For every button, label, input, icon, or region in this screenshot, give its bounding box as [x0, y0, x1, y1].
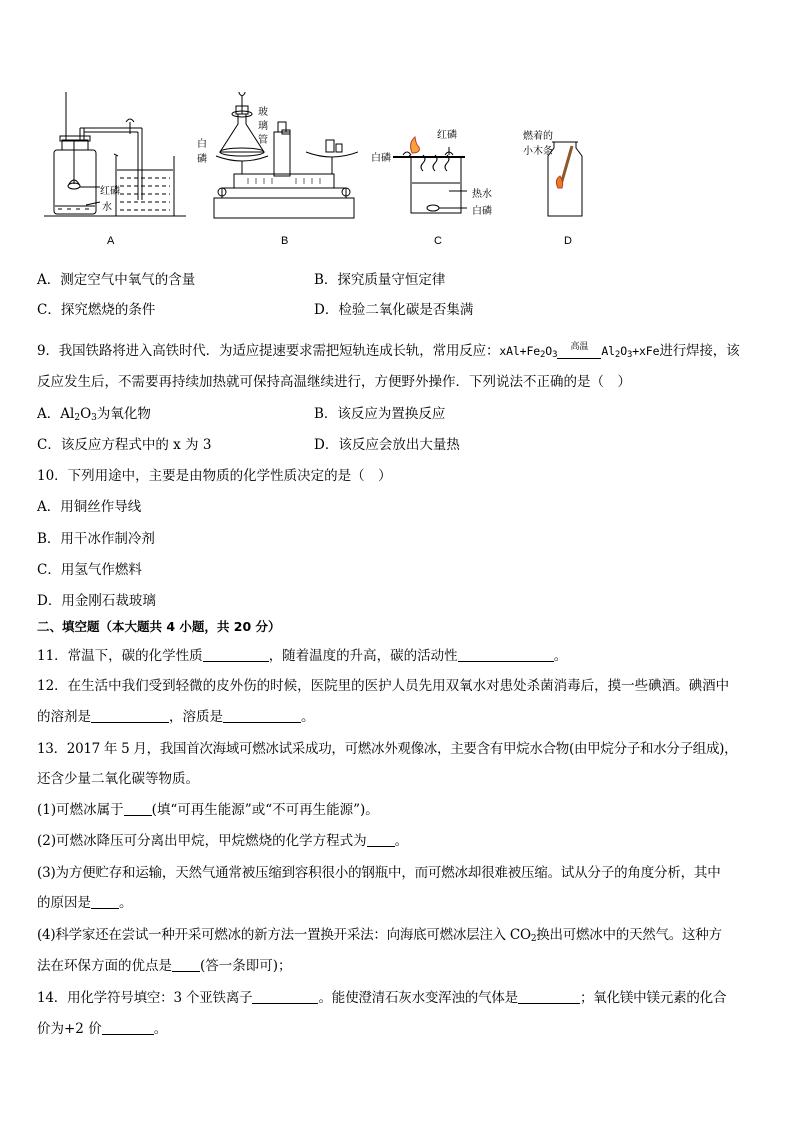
- q13-blank-4[interactable]: [172, 958, 200, 972]
- figure-c-label-white-phosphorus-top: 白磷: [371, 153, 391, 164]
- figure-a-apparatus: [40, 88, 190, 223]
- q13-sub-3-line-1: (3)为方便贮存和运输，天然气通常被压缩到容积很小的钢瓶中，而可燃冰却很难被压缩。试从分子的角度分析，其中: [37, 865, 721, 881]
- figure-c-label-red-phosphorus: 红磷: [437, 130, 457, 141]
- q9-reaction-condition: 高温: [557, 338, 601, 356]
- q13-blank-3[interactable]: [91, 895, 119, 909]
- q11-blank-1[interactable]: [203, 648, 269, 662]
- q13-line-2: 还含少量二氧化碳等物质。: [37, 771, 199, 787]
- q9-option-b: B．该反应为置换反应: [314, 406, 446, 422]
- figure-d-label-burning-stick-2: 小木条: [523, 146, 553, 157]
- q9-stem-text: 9．我国铁路将进入高铁时代．为适应提速要求需把短轨连成长轨，常用反应：: [37, 343, 500, 359]
- q10-option-a: A．用铜丝作导线: [37, 499, 142, 515]
- figure-b-label-white-p-2: 磷: [197, 154, 207, 165]
- q8-option-a: A．测定空气中氧气的含量: [37, 272, 196, 288]
- q13-blank-1[interactable]: [124, 802, 152, 816]
- figure-b-label-glass-tube-2: 璃: [258, 121, 268, 132]
- q10-option-c: C．用氢气作燃料: [37, 562, 142, 578]
- figure-d-caption: D: [564, 235, 572, 247]
- q9-equation: $xAl+Fe_2O_3$高温 $Al_2O_3+xFe$: [499, 344, 659, 358]
- q8-option-b: B．探究质量守恒定律: [314, 272, 446, 288]
- q9-stem-line-1: 9．我国铁路将进入高铁时代．为适应提速要求需把短轨连成长轨，常用反应：$xAl+Fe_2O_3$高温 $Al_2O_3+xFe$进行焊接，该: [37, 338, 739, 364]
- figure-c-label-white-phosphorus-bottom: 白磷: [472, 206, 492, 217]
- q13-sub-4-line-1: (4)科学家还在尝试一种开采可燃冰的新方法一置换开采法：向海底可燃冰层注入 $CO_2$换出可燃冰中的天然气。这种方: [37, 927, 722, 944]
- q13-sub-3-line-2: 的原因是 。: [37, 895, 133, 911]
- q9-option-d: D．该反应会放出大量热: [314, 437, 460, 453]
- figure-a-label-water: 水: [102, 202, 112, 213]
- q8-option-c: C．探究燃烧的条件: [37, 302, 156, 318]
- figure-b-label-glass-tube-1: 玻: [258, 107, 268, 118]
- figure-b-balance: [208, 92, 358, 222]
- q10-option-d: D．用金刚石裁玻璃: [37, 593, 156, 609]
- figure-c-combustion-setup: [385, 135, 480, 220]
- q13-sub-4-line-2: 法在环保方面的优点是 (答一条即可)；: [37, 958, 292, 974]
- q12-blank-solvent[interactable]: [91, 709, 169, 723]
- q14-blank-1[interactable]: [252, 990, 318, 1004]
- figure-a-label-red-phosphorus: 红磷: [100, 186, 120, 197]
- q8-option-d: D．检验二氧化碳是否集满: [314, 302, 474, 318]
- figure-c-caption: C: [434, 235, 442, 247]
- q12-blank-solute[interactable]: [223, 709, 301, 723]
- q14-blank-3[interactable]: [102, 1021, 154, 1035]
- q9-stem-line-2: 反应发生后，不需要再持续加热就可保持高温继续进行，方便野外操作．下列说法不正确的是（ ）: [37, 374, 631, 390]
- section-2-heading: 二、填空题（本大题共 4 小题，共 20 分）: [37, 619, 281, 634]
- figure-c-label-hot-water: 热水: [472, 189, 492, 200]
- figure-d-label-burning-stick-1: 燃着的: [523, 131, 553, 142]
- q9-option-a: A．$Al_2O_3$为氧化物: [37, 406, 151, 423]
- figure-a-caption: A: [107, 235, 115, 247]
- q12-line-2: 的溶剂是 ，溶质是 。: [37, 709, 315, 725]
- q13-sub-1: (1)可燃冰属于 (填“可再生能源”或“不可再生能源”)。: [37, 802, 379, 818]
- q14-line-1: 14．用化学符号填空：3 个亚铁离子 。能使澄清石灰水变浑浊的气体是 ；氧化镁中镁元素的化合: [37, 990, 727, 1006]
- q10-stem: 10．下列用途中，主要是由物质的化学性质决定的是（ ）: [37, 468, 392, 484]
- q13-line-1: 13．2017 年 5 月，我国首次海域可燃冰试采成功，可燃冰外观像冰，主要含有甲烷水合物(由甲烷分子和水分子组成)，: [37, 741, 738, 757]
- q13-sub-2: (2)可燃冰降压可分离出甲烷，甲烷燃烧的化学方程式为 。: [37, 833, 409, 849]
- q10-option-b: B．用干冰作制冷剂: [37, 531, 155, 547]
- q13-blank-2[interactable]: [367, 833, 395, 847]
- figure-b-caption: B: [281, 235, 289, 247]
- figure-b-label-glass-tube-3: 管: [258, 135, 268, 146]
- q9-option-c: C．该反应方程式中的 x 为 3: [37, 437, 212, 453]
- q14-line-2: 价为+2 价 。: [37, 1021, 168, 1037]
- q11: 11．常温下，碳的化学性质 ，随着温度的升高，碳的活动性 。: [37, 648, 568, 664]
- q12-line-1: 12．在生活中我们受到轻微的皮外伤的时候，医院里的医护人员先用双氧水对患处杀菌消毒后，摸一些碘酒。碘酒中: [37, 678, 730, 694]
- q14-blank-2[interactable]: [518, 990, 580, 1004]
- q11-blank-2[interactable]: [458, 648, 554, 662]
- figure-b-label-white-p-1: 白: [197, 139, 207, 150]
